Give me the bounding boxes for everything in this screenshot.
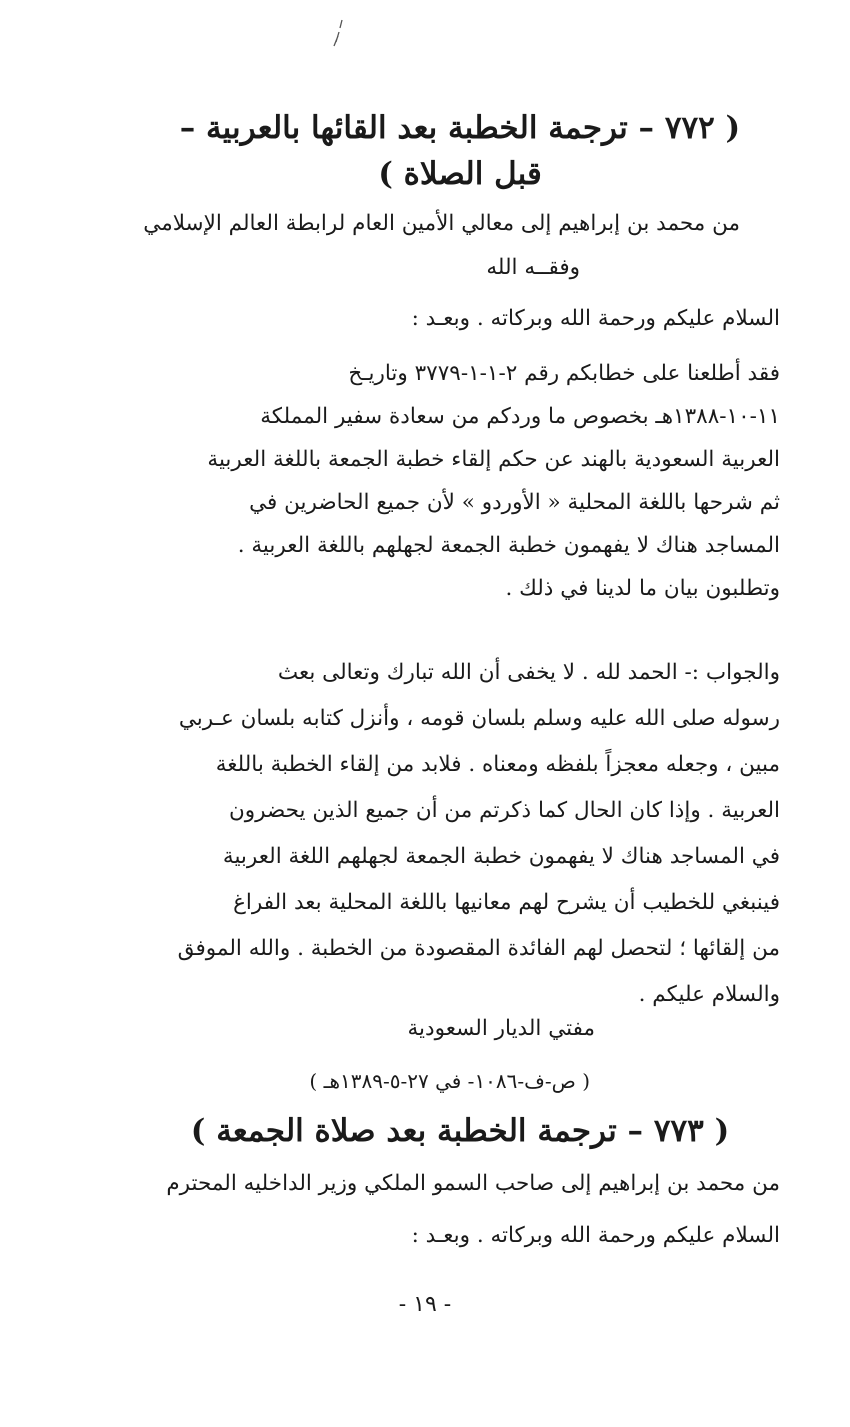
reference-note: ( ص-ف-١٠٨٦- في ٢٧-٥-١٣٨٩هـ ): [309, 1069, 590, 1093]
letter-line: وتطلبون بيان ما لدينا في ذلك .: [505, 576, 780, 601]
addressee-line: من محمد بن إبراهيم إلى صاحب السمو الملكي وزير الداخليه المحترم: [166, 1171, 780, 1196]
letter-line: ١١-١٠-١٣٨٨هـ بخصوص ما وردكم من سعادة سفير المملكة: [260, 404, 780, 429]
scan-mark: [330, 18, 348, 48]
greeting-line: السلام عليكم ورحمة الله وبركاته . وبعـد :: [411, 306, 780, 331]
section-772-answer: [150, 650, 780, 1018]
letter-line: المساجد هناك لا يفهمون خطبة الجمعة لجهلهم باللغة العربية .: [237, 533, 780, 558]
section-772-reference-block: [150, 1062, 780, 1100]
section-772-addressee: [143, 205, 780, 287]
letter-line: فقد أطلعنا على خطابكم رقم ٢-١-١-٣٧٧٩ وتاريـخ: [348, 361, 780, 386]
letter-line: ثم شرحها باللغة المحلية « الأوردو » لأن جميع الحاضرين في: [249, 490, 780, 515]
signature: مفتي الديار السعودية: [407, 1016, 595, 1041]
addressee-blessing: وفقــه الله: [486, 255, 580, 280]
answer-line: فينبغي للخطيب أن يشرح لهم معانيها باللغة المحلية بعد الفراغ: [233, 890, 780, 915]
answer-line: رسوله صلى الله عليه وسلم بلسان قومه ، وأنزل كتابه بلسان عـربي: [178, 706, 780, 731]
answer-line: والجواب :- الحمد لله . لا يخفى أن الله تبارك وتعالى بعث: [277, 660, 780, 685]
section-773-title: ( ٧٧٣ – ترجمة الخطبة بعد صلاة الجمعة ): [190, 1113, 730, 1149]
page-number: - ١٩ -: [398, 1292, 452, 1317]
answer-line: العربية . وإذا كان الحال كما ذكرتم من أن جميع الذين يحضرون: [228, 798, 780, 823]
section-772-title-line2: قبل الصلاة ): [378, 156, 542, 192]
answer-line: في المساجد هناك لا يفهمون خطبة الجمعة لجهلهم اللغة العربية: [222, 844, 780, 869]
section-773-greeting: [150, 1217, 780, 1255]
answer-line: مبين ، وجعله معجزاً بلفظه ومعناه . فلابد من إلقاء الخطبة باللغة: [215, 752, 780, 777]
section-773-addressee: [150, 1165, 780, 1203]
letter-line: العربية السعودية بالهند عن حكم إلقاء خطبة الجمعة باللغة العربية: [207, 447, 780, 472]
section-772-title: [160, 105, 760, 197]
section-772-title-line1: ( ٧٧٢ – ترجمة الخطبة بعد القائها بالعربية –: [179, 110, 741, 146]
addressee-line: من محمد بن إبراهيم إلى معالي الأمين العام لرابطة العالم الإسلامي: [143, 211, 740, 236]
section-772-signature-block: [150, 1010, 780, 1048]
section-772-greeting: [150, 300, 780, 338]
section-772-letter: [150, 352, 780, 610]
answer-line: والسلام عليكم .: [638, 982, 780, 1007]
greeting-line: السلام عليكم ورحمة الله وبركاته . وبعـد :: [411, 1223, 780, 1248]
answer-line: من إلقائها ؛ لتحصل لهم الفائدة المقصودة من الخطبة . والله الموفق: [177, 936, 780, 961]
